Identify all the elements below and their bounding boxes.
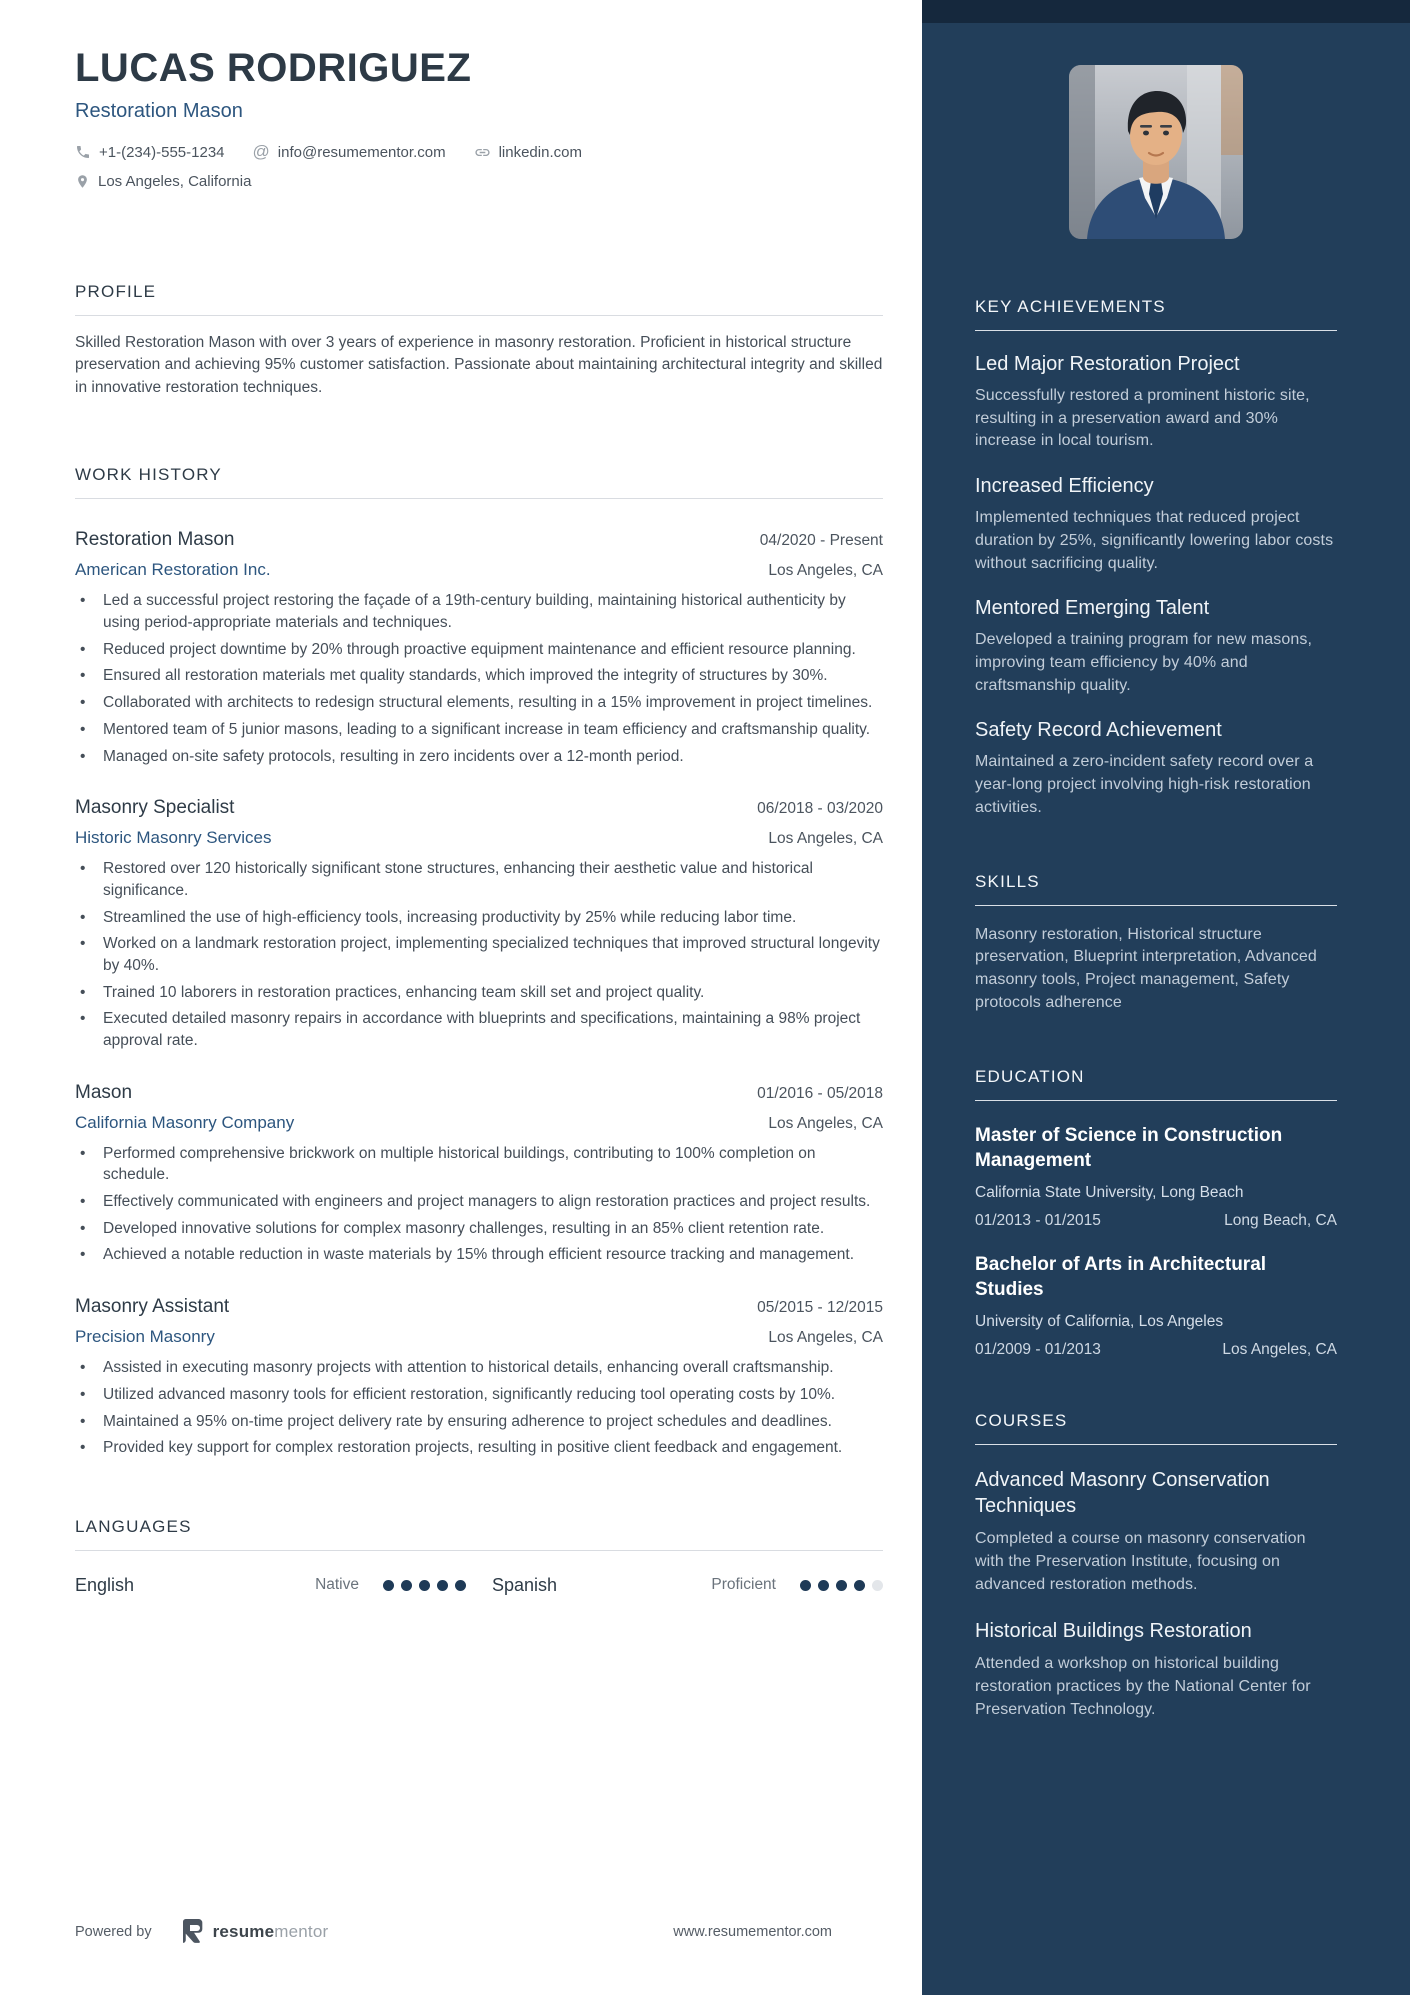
- achievement-item: [975, 353, 1337, 453]
- person-name: LUCAS RODRIGUEZ: [75, 46, 472, 90]
- resumementor-logo-icon: [182, 1919, 206, 1945]
- bullet-item: • Trained 10 laborers in restoration practices, enhancing team skill set and project quality.: [75, 982, 883, 1004]
- footer: [75, 1919, 832, 1945]
- bullet-item: • Assisted in executing masonry projects with attention to historical details, enhancing overall craftsmanship.: [75, 1357, 883, 1379]
- phone-contact: [75, 144, 225, 161]
- brand-light: mentor: [274, 1922, 329, 1941]
- bullet-item: • Achieved a notable reduction in waste materials by 15% through efficient resource tracking and management.: [75, 1244, 883, 1266]
- job-list: [75, 529, 883, 1459]
- location-pin-icon: [75, 174, 90, 189]
- education-heading: EDUCATION: [975, 1066, 1085, 1086]
- job-dates: 06/2018 - 03/2020: [757, 800, 883, 818]
- language-list: [75, 1575, 883, 1596]
- company-row: [75, 560, 883, 580]
- job-header-row: [75, 529, 883, 551]
- bullet-item: • Worked on a landmark restoration project, implementing specialized techniques that improved structural longevity by 40%.: [75, 933, 883, 976]
- level-dot-filled: [836, 1580, 847, 1591]
- bullet-item: • Mentored team of 5 junior masons, leading to a significant increase in team efficiency and craftsmanship quality.: [75, 719, 883, 741]
- bullet-item: • Developed innovative solutions for complex masonry challenges, resulting in an 85% client retention rate.: [75, 1218, 883, 1240]
- achievement-text: Implemented techniques that reduced project duration by 25%, significantly lowering labor costs without sacrificing quality.: [975, 509, 1334, 572]
- phone-number: +1-(234)-555-1234: [99, 143, 225, 161]
- job-header-row: [75, 797, 883, 819]
- language-name: English: [75, 1574, 135, 1595]
- course-title: Advanced Masonry Conservation Techniques: [975, 1469, 1270, 1518]
- profile-section: [75, 282, 883, 399]
- key-achievements-heading: KEY ACHIEVEMENTS: [975, 297, 1166, 316]
- education-location: Long Beach, CA: [1224, 1211, 1337, 1229]
- achievement-title: Increased Efficiency: [975, 475, 1154, 498]
- contact-row: [75, 142, 883, 162]
- bullet-item: • Utilized advanced masonry tools for efficient restoration, significantly reducing tool operating costs by 10%.: [75, 1384, 883, 1406]
- level-dot-filled: [419, 1580, 430, 1591]
- company-row: [75, 828, 883, 848]
- job-location: Los Angeles, CA: [768, 830, 883, 848]
- bullet-item: • Reduced project downtime by 20% through proactive equipment maintenance and efficient resource planning.: [75, 639, 883, 661]
- level-dot-filled: [800, 1580, 811, 1591]
- achievement-item: [975, 719, 1337, 819]
- resumementor-wordmark: [213, 1922, 329, 1942]
- location-contact: [75, 173, 251, 190]
- job-entry: [75, 1082, 883, 1266]
- education-item: [975, 1123, 1337, 1230]
- job-location: Los Angeles, CA: [768, 1114, 883, 1132]
- education-location: Los Angeles, CA: [1222, 1341, 1337, 1359]
- job-header-row: [75, 1296, 883, 1318]
- sidebar: [922, 0, 1410, 1995]
- level-dot-filled: [437, 1580, 448, 1591]
- education-list: [975, 1123, 1337, 1360]
- section-divider: [975, 1444, 1337, 1445]
- education-meta-row: [975, 1212, 1337, 1230]
- key-achievements-section: [975, 297, 1337, 820]
- bullet-item: • Streamlined the use of high-efficiency tools, increasing productivity by 25% while reducing labor time.: [75, 907, 883, 929]
- courses-heading: COURSES: [975, 1411, 1068, 1431]
- work-history-heading: WORK HISTORY: [75, 465, 222, 485]
- job-dates: 05/2015 - 12/2015: [757, 1299, 883, 1317]
- course-text: Completed a course on masonry conservation with the Preservation Institute, focusing on advanced restoration methods.: [975, 1530, 1306, 1593]
- job-dates: 04/2020 - Present: [759, 532, 883, 550]
- language-dots: [383, 1580, 466, 1591]
- section-divider: [75, 498, 883, 499]
- level-dot-empty: [872, 1580, 883, 1591]
- education-school: California State University, Long Beach: [975, 1183, 1244, 1201]
- footer-url[interactable]: www.resumementor.com: [673, 1924, 832, 1940]
- linkedin-contact[interactable]: [474, 144, 582, 161]
- education-item: [975, 1252, 1337, 1359]
- courses-section: [975, 1411, 1337, 1721]
- skills-heading: SKILLS: [975, 871, 1040, 891]
- education-meta-row: [975, 1341, 1337, 1359]
- job-title: Restoration Mason: [75, 529, 235, 551]
- achievement-item: [975, 475, 1337, 575]
- bullet-item: • Executed detailed masonry repairs in accordance with blueprints and specifications, maintaining a 98% project approval rate.: [75, 1008, 883, 1051]
- job-dates: 01/2016 - 05/2018: [757, 1084, 883, 1102]
- bullet-item: • Restored over 120 historically significant stone structures, enhancing their aesthetic value and historical significance.: [75, 858, 883, 901]
- bullet-list: [75, 1357, 883, 1459]
- education-school: University of California, Los Angeles: [975, 1313, 1224, 1331]
- education-section: [975, 1067, 1337, 1360]
- sidebar-top-band: [922, 0, 1410, 23]
- powered-by-label: Powered by: [75, 1924, 152, 1940]
- company-name: American Restoration Inc.: [75, 560, 271, 580]
- section-divider: [975, 1100, 1337, 1101]
- brand-bold: resume: [212, 1922, 275, 1941]
- language-dots: [800, 1580, 883, 1591]
- language-item: [75, 1575, 466, 1596]
- bullet-item: • Provided key support for complex restoration projects, resulting in positive client feedback and engagement.: [75, 1437, 883, 1459]
- section-divider: [975, 330, 1337, 331]
- level-dot-filled: [455, 1580, 466, 1591]
- company-row: [75, 1327, 883, 1347]
- profile-text: Skilled Restoration Mason with over 3 years of experience in masonry restoration. Proficient in historical structure preservation and achieving 95% customer satisfaction. Passionate about maintaining architectural integrity and skilled in innovative restoration techniques.: [75, 334, 883, 396]
- language-level: Proficient: [711, 1576, 776, 1594]
- course-item: [975, 1618, 1337, 1721]
- company-name: Precision Masonry: [75, 1327, 215, 1347]
- bullet-list: [75, 590, 883, 767]
- level-dot-filled: [383, 1580, 394, 1591]
- job-entry: [75, 797, 883, 1052]
- languages-section: [75, 1517, 883, 1596]
- achievement-text: Maintained a zero-incident safety record over a year-long project involving high-risk restoration activities.: [975, 753, 1314, 816]
- bullet-item: • Maintained a 95% on-time project delivery rate by ensuring adherence to project schedules and deadlines.: [75, 1411, 883, 1433]
- course-text: Attended a workshop on historical building restoration practices by the National Center for Preservation Technology.: [975, 1655, 1311, 1718]
- company-row: [75, 1113, 883, 1133]
- achievement-text: Successfully restored a prominent historic site, resulting in a preservation award and 30% increase in local tourism.: [975, 387, 1310, 450]
- course-title: Historical Buildings Restoration: [975, 1620, 1252, 1643]
- education-dates: 01/2009 - 01/2013: [975, 1341, 1101, 1359]
- achievement-text: Developed a training program for new masons, improving team efficiency by 40% and craftsmanship quality.: [975, 631, 1313, 694]
- achievement-title: Mentored Emerging Talent: [975, 597, 1210, 620]
- course-list: [975, 1467, 1337, 1721]
- level-dot-filled: [854, 1580, 865, 1591]
- location-text: Los Angeles, California: [98, 173, 252, 190]
- location-row: [75, 173, 883, 190]
- bullet-item: • Collaborated with architects to redesign structural elements, resulting in a 15% improvement in project timelines.: [75, 692, 883, 714]
- section-divider: [75, 1550, 883, 1551]
- achievement-item: [975, 597, 1337, 697]
- achievement-title: Led Major Restoration Project: [975, 353, 1240, 375]
- person-job-title: Restoration Mason: [75, 100, 243, 122]
- section-divider: [975, 905, 1337, 906]
- education-degree: Master of Science in Construction Management: [975, 1124, 1283, 1172]
- skills-section: [975, 872, 1337, 1015]
- bullet-item: • Performed comprehensive brickwork on multiple historical buildings, contributing to 100% completion on schedule.: [75, 1143, 883, 1186]
- resumementor-logo: [182, 1919, 329, 1945]
- achievement-title: Safety Record Achievement: [975, 719, 1222, 742]
- bullet-item: • Effectively communicated with engineers and project managers to align restoration practices and project results.: [75, 1191, 883, 1213]
- job-title: Masonry Assistant: [75, 1296, 230, 1318]
- work-history-section: [75, 465, 883, 1459]
- achievement-list: [975, 353, 1337, 820]
- link-icon: [474, 144, 491, 161]
- bullet-list: [75, 858, 883, 1052]
- bullet-item: • Ensured all restoration materials met quality standards, which improved the integrity of structures by 30%.: [75, 665, 883, 687]
- section-divider: [75, 315, 883, 316]
- profile-photo: [1069, 65, 1243, 239]
- job-header-row: [75, 1082, 883, 1104]
- company-name: Historic Masonry Services: [75, 828, 272, 848]
- job-title: Mason: [75, 1081, 133, 1103]
- job-location: Los Angeles, CA: [768, 562, 883, 580]
- education-dates: 01/2013 - 01/2015: [975, 1211, 1101, 1229]
- job-entry: [75, 529, 883, 767]
- email-contact[interactable]: [253, 142, 446, 162]
- level-dot-filled: [818, 1580, 829, 1591]
- language-level: Native: [315, 1576, 359, 1594]
- linkedin-url[interactable]: linkedin.com: [498, 143, 582, 161]
- resume-header: [75, 46, 883, 190]
- language-name: Spanish: [492, 1574, 558, 1595]
- sidebar-content: [922, 23, 1410, 1721]
- education-degree: Bachelor of Arts in Architectural Studies: [975, 1253, 1267, 1301]
- skills-text: Masonry restoration, Historical structure preservation, Blueprint interpretation, Advanced masonry tools, Project management, Safety protocols adherence: [975, 925, 1317, 1011]
- bullet-item: • Managed on-site safety protocols, resulting in zero incidents over a 12-month period.: [75, 746, 883, 768]
- languages-heading: LANGUAGES: [75, 1516, 192, 1536]
- job-title: Masonry Specialist: [75, 797, 235, 819]
- email-icon: @: [252, 142, 270, 161]
- job-location: Los Angeles, CA: [768, 1329, 883, 1347]
- language-item: [492, 1575, 883, 1596]
- email-address[interactable]: info@resumementor.com: [277, 143, 446, 161]
- bullet-item: • Led a successful project restoring the façade of a 19th-century building, maintaining historical authenticity by using period-appropriate materials and techniques.: [75, 590, 883, 633]
- company-name: California Masonry Company: [75, 1112, 295, 1132]
- profile-heading: PROFILE: [75, 282, 157, 301]
- job-entry: [75, 1296, 883, 1459]
- level-dot-filled: [401, 1580, 412, 1591]
- bullet-list: [75, 1143, 883, 1266]
- course-item: [975, 1467, 1337, 1596]
- phone-icon: [75, 144, 91, 160]
